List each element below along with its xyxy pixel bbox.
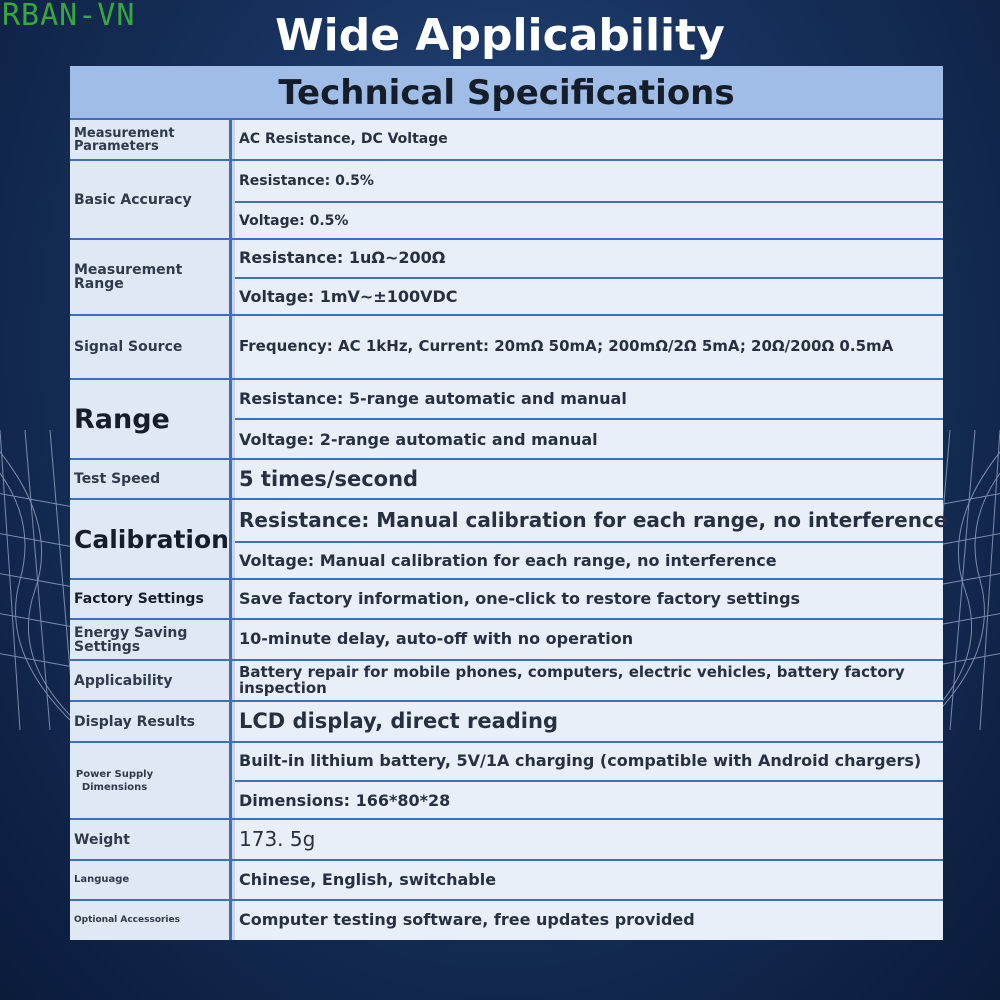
spec-label: Language (70, 861, 232, 899)
spec-value: 173. 5g (235, 820, 943, 859)
spec-label: Basic Accuracy (70, 161, 232, 238)
spec-label: Applicability (70, 661, 232, 700)
spec-value: Voltage: Manual calibration for each range, no interference (235, 541, 943, 580)
spec-value: Frequency: AC 1kHz, Current: 20mΩ 50mA; 200mΩ/2Ω 5mA; 20Ω/200Ω 0.5mA (235, 316, 943, 378)
spec-label: Signal Source (70, 316, 232, 378)
spec-row-measurement-parameters (70, 118, 943, 159)
spec-row-language (70, 859, 943, 899)
table-title: Technical Specifications (70, 66, 943, 119)
page-headline: Wide Applicability (275, 10, 725, 61)
spec-value: 10-minute delay, auto-off with no operation (235, 620, 943, 659)
spec-row-range (70, 378, 943, 458)
spec-label: Display Results (70, 702, 232, 741)
spec-value: AC Resistance, DC Voltage (235, 120, 943, 159)
spec-label: Measurement Parameters (70, 120, 232, 159)
spec-value: Voltage: 1mV~±100VDC (235, 277, 943, 316)
spec-value: LCD display, direct reading (235, 702, 943, 741)
spec-row-applicability (70, 659, 943, 700)
spec-value: Dimensions: 166*80*28 (235, 780, 943, 820)
spec-value: Resistance: Manual calibration for each range, no interference (235, 500, 943, 541)
spec-value: Resistance: 5-range automatic and manual (235, 380, 943, 418)
spec-row-display-results (70, 700, 943, 741)
spec-row-weight (70, 818, 943, 859)
spec-label: Energy Saving Settings (70, 620, 232, 659)
spec-value: Voltage: 0.5% (235, 201, 943, 240)
spec-value: Chinese, English, switchable (235, 861, 943, 899)
spec-row-test-speed (70, 458, 943, 498)
spec-value: Resistance: 0.5% (235, 161, 943, 201)
spec-row-optional-accessories (70, 899, 943, 940)
spec-value: Battery repair for mobile phones, computers, electric vehicles, battery factory inspection (235, 661, 943, 700)
spec-label: Factory Settings (70, 580, 232, 618)
spec-row-factory-settings (70, 578, 943, 618)
spec-label: Power Supply Dimensions (70, 743, 232, 818)
spec-table (70, 66, 948, 940)
spec-label: Weight (70, 820, 232, 859)
spec-row-calibration (70, 498, 948, 578)
spec-value: Computer testing software, free updates provided (235, 901, 943, 940)
spec-value: Built-in lithium battery, 5V/1A charging (compatible with Android chargers) (235, 743, 943, 780)
spec-label: Test Speed (70, 460, 232, 498)
spec-label: Range (70, 380, 232, 458)
spec-value: Resistance: 1uΩ~200Ω (235, 240, 943, 277)
spec-row-measurement-range (70, 238, 943, 314)
spec-row-basic-accuracy (70, 159, 943, 238)
spec-row-signal-source (70, 314, 943, 378)
spec-label: Measurement Range (70, 240, 232, 314)
spec-row-power-supply-dimensions (70, 741, 943, 818)
spec-label: Optional Accessories (70, 901, 232, 940)
spec-value: Save factory information, one-click to restore factory settings (235, 580, 943, 618)
spec-value: Voltage: 2-range automatic and manual (235, 418, 943, 460)
watermark: RBAN-VN (2, 0, 136, 33)
spec-label: Calibration (70, 500, 232, 578)
spec-value: 5 times/second (235, 460, 943, 498)
spec-row-energy-saving (70, 618, 943, 659)
